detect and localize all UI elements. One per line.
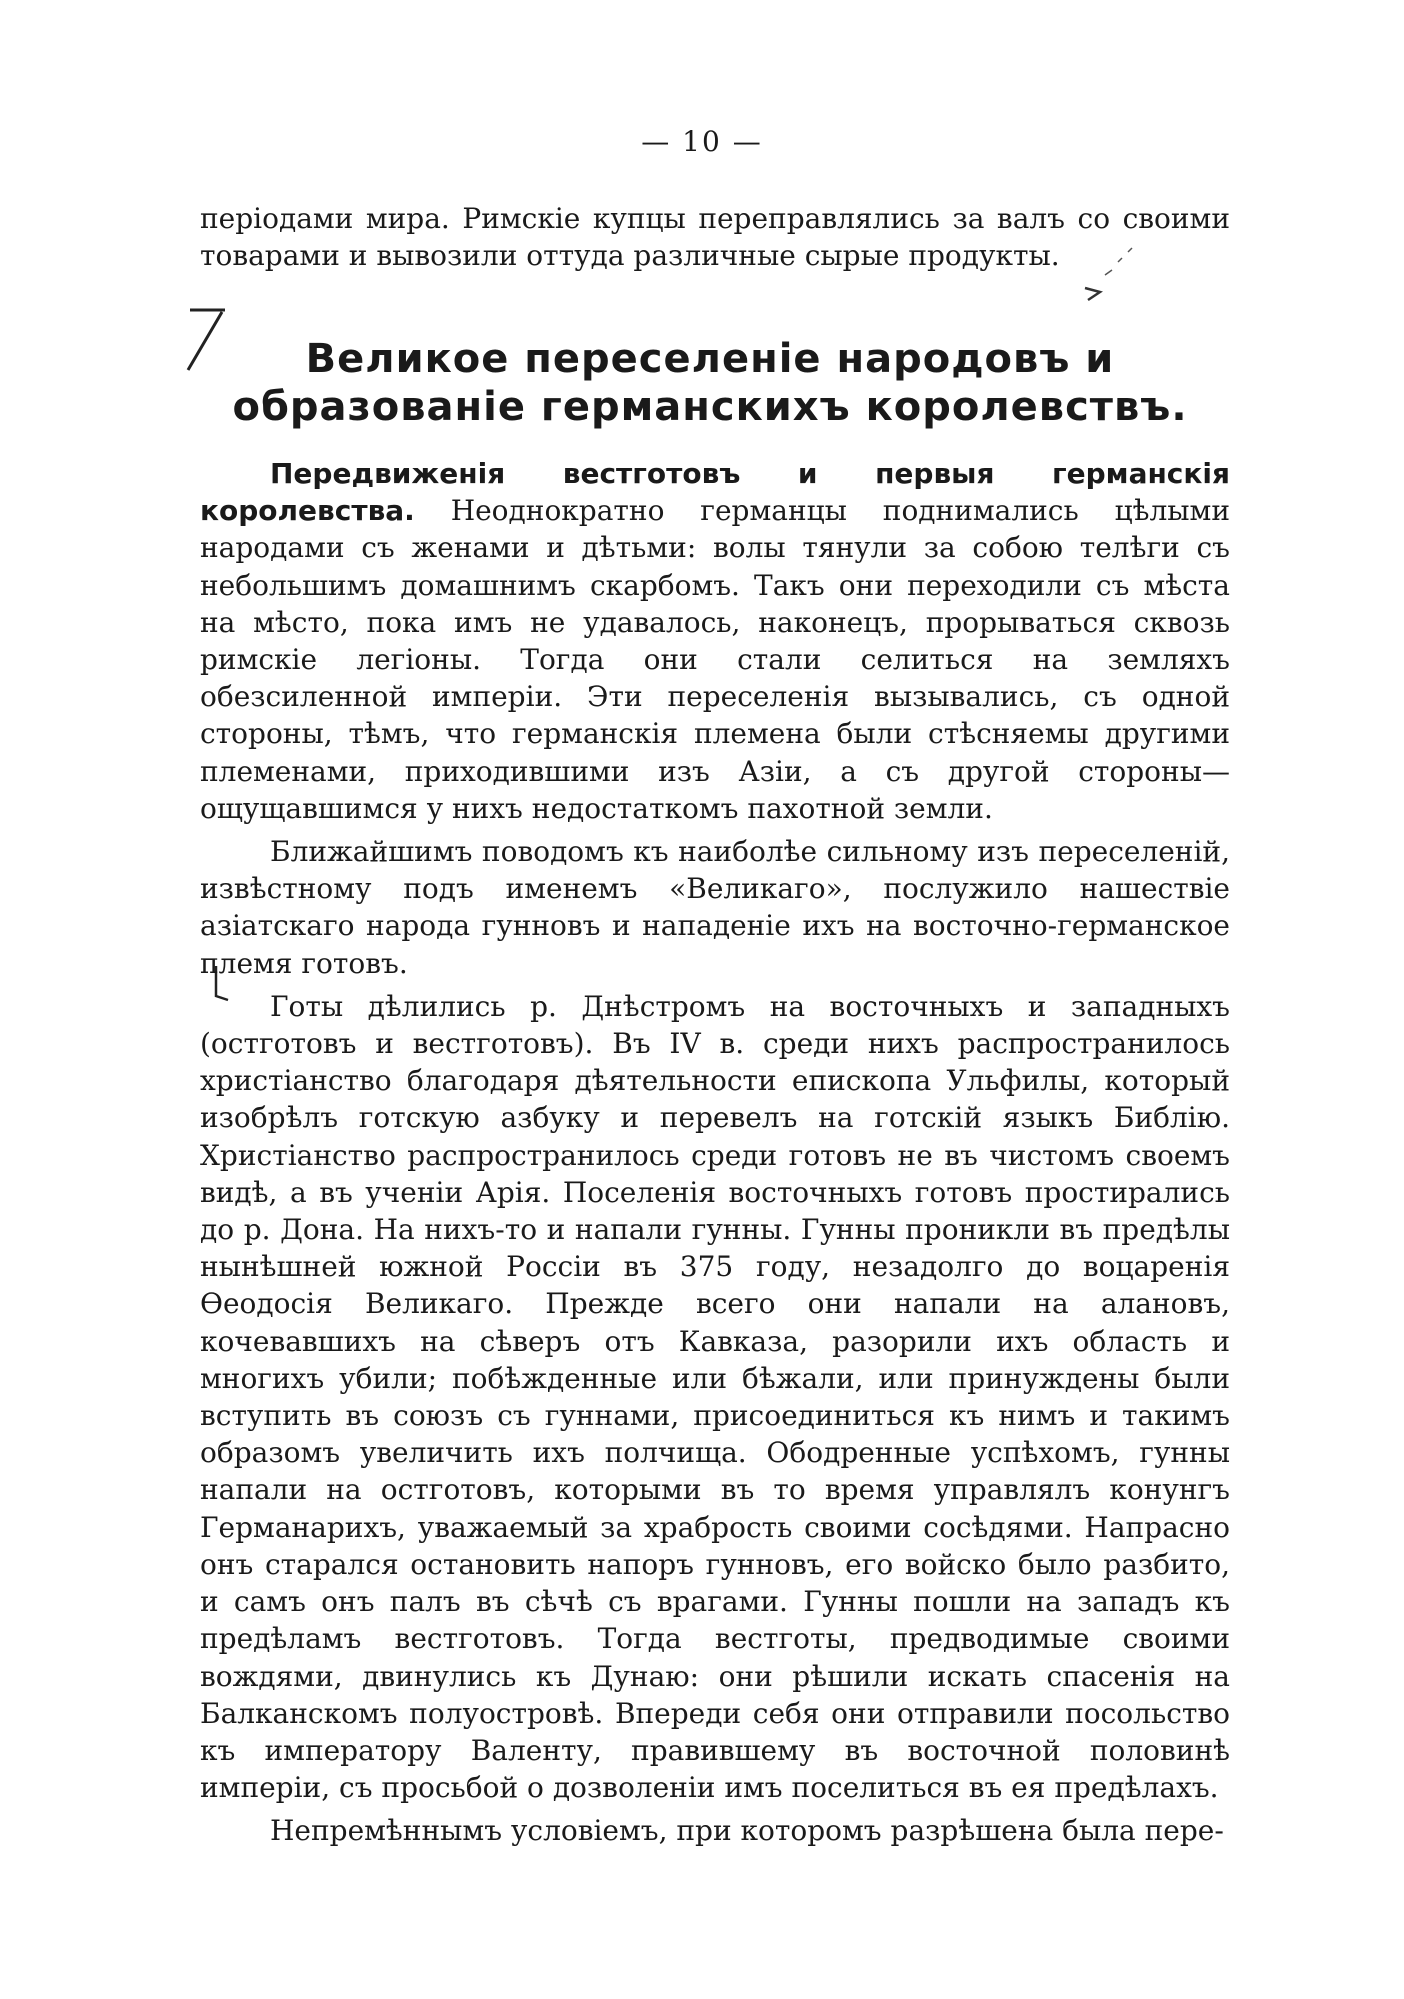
paragraph-1 — [200, 455, 1230, 827]
paragraph-2: Ближайшимъ поводомъ къ наиболѣе сильному изъ переселеній, извѣстному подъ именемъ «Великаго», послужило нашествіе азіатскаго народа гунновъ и нападеніе ихъ на восточно-германское племя готовъ. — [200, 835, 1230, 980]
section-heading: Великое переселеніе народовъ и образованіе германскихъ королевствъ. — [232, 336, 1188, 430]
body-text — [200, 455, 1230, 1856]
paragraph-1-lead: Передвиженія вестготовъ и первыя германскія королевства. — [200, 457, 1230, 528]
paragraph-3: Готы дѣлились р. Днѣстромъ на восточныхъ и западныхъ (остготовъ и вестготовъ). Въ IV в. среди нихъ распространилось христіанство благодаря дѣятельности епископа Ульфилы, который изобрѣлъ готскую азбуку и перевелъ на готскій языкъ Библію. Христіанство распространилось среди готовъ не въ чистомъ своемъ видѣ, а въ ученіи Арія. Поселенія восточныхъ готовъ простирались до р. Дона. На нихъ-то и напали гунны. Гунны проникли въ предѣлы нынѣшней южной Россіи въ 375 году, незадолго до воцаренія Ѳеодосія Великаго. Прежде всего они напали на алановъ, кочевавшихъ на сѣверъ отъ Кавказа, разорили ихъ область и многихъ убили; побѣжденные или бѣжали, или принуждены были вступить въ союзъ съ гуннами, присоединиться къ нимъ и такимъ образомъ увеличить ихъ полчища. Ободренные успѣхомъ, гунны напали на остготовъ, которыми въ то время управлялъ конунгъ Германарихъ, уважаемый за храбрость своими сосѣдями. Напрасно онъ старался остановить напоръ гунновъ, его войско было разбито, и самъ онъ палъ въ сѣчѣ съ врагами. Гунны пошли на западъ къ предѣламъ вестготовъ. Тогда вестготы, предводимые своими вождями, двинулись къ Дунаю: они рѣшили искать спасенія на Балканскомъ полуостровѣ. Впереди себя они отправили посольство къ императору Валенту, правившему въ восточной половинѣ имперіи, съ просьбой о дозволеніи имъ поселиться въ ея предѣлахъ. — [200, 989, 1230, 1805]
paragraph-4: Непремѣннымъ условіемъ, при которомъ разрѣшена была пере- — [270, 1814, 1224, 1848]
paragraph-1-text: Неоднократно германцы поднимались цѣлыми народами съ женами и дѣтьми: волы тянули за собою телѣги съ небольшимъ домашнимъ скарбомъ. Такъ они переходили съ мѣста на мѣсто, пока имъ не удавалось, наконецъ, прорываться сквозь римскіе легіоны. Тогда они стали селиться на земляхъ обезсиленной имперіи. Эти переселенія вызывались, съ одной стороны, тѣмъ, что германскія племена были стѣсняемы другими племенами, приходившими изъ Азіи, а съ другой стороны—ощущавшимся у нихъ недостаткомъ пахотной земли. — [200, 494, 1230, 825]
intro-paragraph: періодами мира. Римскіе купцы переправлялись за валъ со своими товарами и вывозили оттуда различные сырые продукты. — [200, 202, 1230, 272]
pencil-stroke-margin — [1085, 288, 1100, 300]
page-number: — 10 — — [641, 125, 763, 158]
